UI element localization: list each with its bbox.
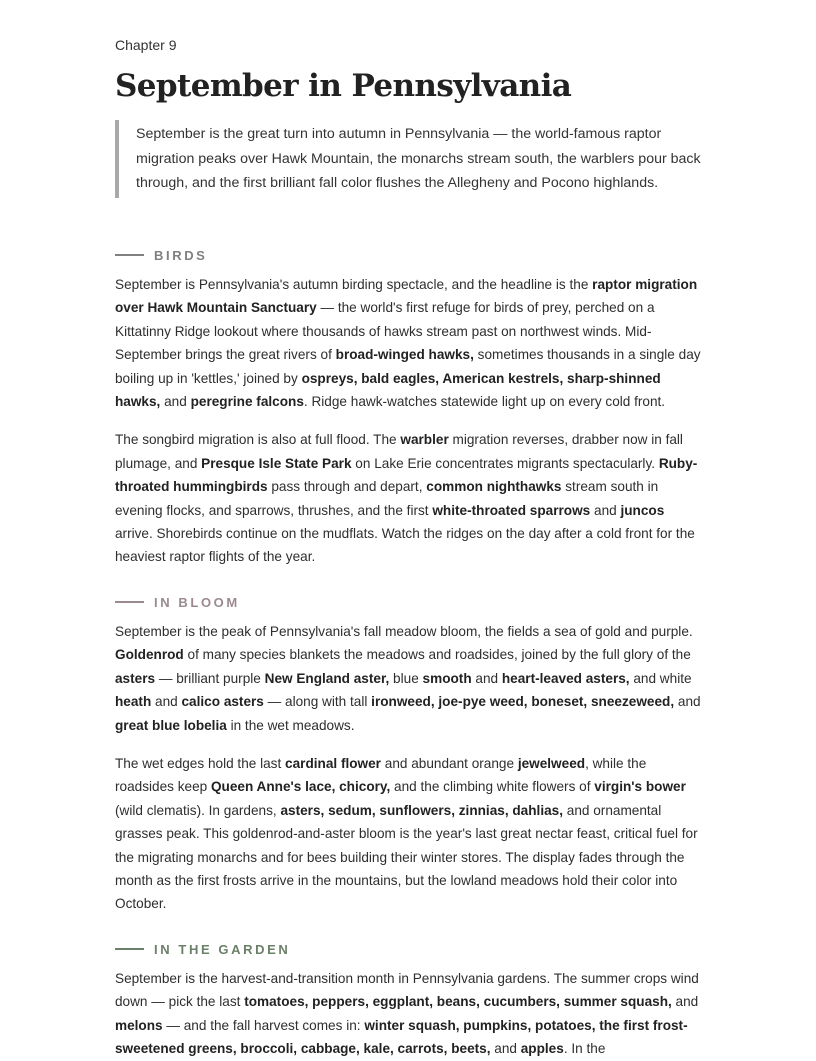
paragraph [115, 967, 703, 1061]
text-run: . Ridge hawk-watches statewide light up on every cold front. [303, 394, 666, 410]
text-run: and [151, 694, 182, 710]
text-run: (wild clematis). In gardens, [115, 802, 281, 818]
paragraph [115, 428, 703, 568]
text-run: of many species blankets the meadows and roadsides, joined by the full glory of the [183, 647, 691, 663]
section-in-the-garden [115, 940, 703, 1061]
section-birds [115, 246, 703, 569]
heading-rule [115, 948, 144, 950]
section-title: BIRDS [154, 247, 208, 263]
page-title: September in Pennsylvania [115, 68, 572, 104]
emphasis-text: Presque Isle State Park [201, 455, 352, 471]
text-run: and [471, 670, 502, 686]
text-run: — and the fall harvest comes in: [162, 1017, 365, 1033]
emphasis-text: great blue lobelia [115, 717, 227, 733]
text-run: and [671, 994, 699, 1010]
text-run: in the wet meadows. [226, 717, 355, 733]
text-run: and white [629, 670, 692, 686]
text-run: The wet edges hold the last [115, 756, 286, 772]
text-run: , while the roadsides keep [115, 756, 647, 795]
text-run: — along with tall [263, 694, 372, 710]
emphasis-text: Queen Anne's lace, chicory, [210, 779, 391, 795]
emphasis-text: heath [115, 694, 152, 710]
paragraph [115, 620, 703, 737]
emphasis-text: raptor migration over Hawk Mountain Sanctuary [115, 277, 698, 316]
text-run: arrive. Shorebirds continue on the mudflats. Watch the ridges on the day after a cold front for the heaviest raptor flights of the year. [115, 526, 695, 565]
emphasis-text: virgin's bower [594, 779, 686, 795]
emphasis-text: juncos [620, 502, 665, 518]
section-heading-in-bloom [115, 593, 703, 611]
emphasis-text: Ruby-throated hummingbirds [115, 455, 698, 495]
text-run: migration reverses, drabber now in fall plumage, and [115, 432, 683, 471]
text-run: and ornamental grasses peak. This goldenrod-and-aster bloom is the year's last great nectar feast, critical fuel for the migrating monarchs and for bees building their winter stores. The display fades through the month as the first frosts arrive in the mountains, but the lowland meadows hold their color into October. [115, 802, 698, 912]
text-run: The songbird migration is also at full flood. The [115, 432, 401, 448]
emphasis-text: white-throated sparrows [432, 502, 591, 518]
text-run: and [160, 394, 191, 410]
text-run: sometimes thousands in a single day boiling up in 'kettles,' joined by [115, 347, 701, 386]
chapter-label: Chapter 9 [115, 37, 177, 53]
emphasis-text: jewelweed [517, 756, 586, 772]
text-run: stream south in evening flocks, and sparrows, thrushes, and the first [115, 479, 659, 518]
emphasis-text: apples [520, 1041, 564, 1057]
text-run: September is the peak of Pennsylvania's fall meadow bloom, the fields a sea of gold and purple. [115, 624, 693, 639]
emphasis-text: asters, sedum, sunflowers, zinnias, dahlias, [280, 802, 563, 818]
emphasis-text: ospreys, bald eagles, American kestrels, sharp-shinned hawks, [115, 370, 661, 410]
emphasis-text: common nighthawks [426, 479, 562, 495]
emphasis-text: asters [115, 670, 156, 686]
section-heading-in-the-garden [115, 940, 703, 958]
emphasis-text: peregrine falcons [190, 394, 304, 410]
section-title: IN BLOOM [154, 594, 240, 610]
emphasis-text: cardinal flower [285, 756, 381, 772]
emphasis-text: New England aster, [264, 670, 390, 686]
text-run: and [590, 502, 621, 518]
emphasis-text: tomatoes, peppers, eggplant, beans, cucumbers, summer squash, [244, 994, 672, 1010]
text-run: and [674, 694, 701, 710]
text-run: and the climbing white flowers of [390, 779, 595, 795]
text-run: and [490, 1041, 521, 1057]
text-run: — the world's first refuge for birds of prey, perched on a Kittatinny Ridge lookout where thousands of hawks stream past on northwest winds. Mid-September brings the great rivers of [115, 300, 655, 363]
text-run: . In the [563, 1041, 606, 1057]
emphasis-text: smooth [422, 670, 472, 686]
text-run: blue [389, 670, 423, 686]
section-title: IN THE GARDEN [154, 941, 291, 957]
intro-blockquote: September is the great turn into autumn in Pennsylvania — the world-famous raptor migration peaks over Hawk Mountain, the monarchs stream south, the warblers pour back through, and the first brilliant fall color flushes the Allegheny and Pocono highlands. [115, 120, 703, 198]
heading-rule [115, 254, 144, 256]
text-run: September is the harvest-and-transition month in Pennsylvania gardens. The summer crops wind down — pick the last [115, 971, 699, 1010]
section-in-bloom [115, 593, 703, 916]
text-run: — brilliant purple [155, 670, 265, 686]
text-run: pass through and depart, [267, 479, 427, 495]
paragraph [115, 752, 703, 916]
emphasis-text: Goldenrod [115, 647, 184, 663]
text-run: and abundant orange [380, 756, 518, 772]
emphasis-text: broad-winged hawks, [335, 347, 474, 363]
section-heading-birds [115, 246, 703, 264]
emphasis-text: winter squash, pumpkins, potatoes, the first frost-sweetened greens, broccoli, cabbage, kale, carrots, beets, [115, 1017, 688, 1057]
heading-rule [115, 601, 144, 603]
paragraph [115, 273, 703, 413]
emphasis-text: calico asters [181, 694, 264, 710]
emphasis-text: ironweed, joe-pye weed, boneset, sneezeweed, [371, 694, 675, 710]
emphasis-text: heart-leaved asters, [501, 670, 630, 686]
emphasis-text: melons [115, 1017, 163, 1033]
text-run: September is Pennsylvania's autumn birding spectacle, and the headline is the [115, 277, 593, 292]
emphasis-text: warbler [400, 432, 449, 448]
text-run: on Lake Erie concentrates migrants spectacularly. [351, 455, 659, 471]
